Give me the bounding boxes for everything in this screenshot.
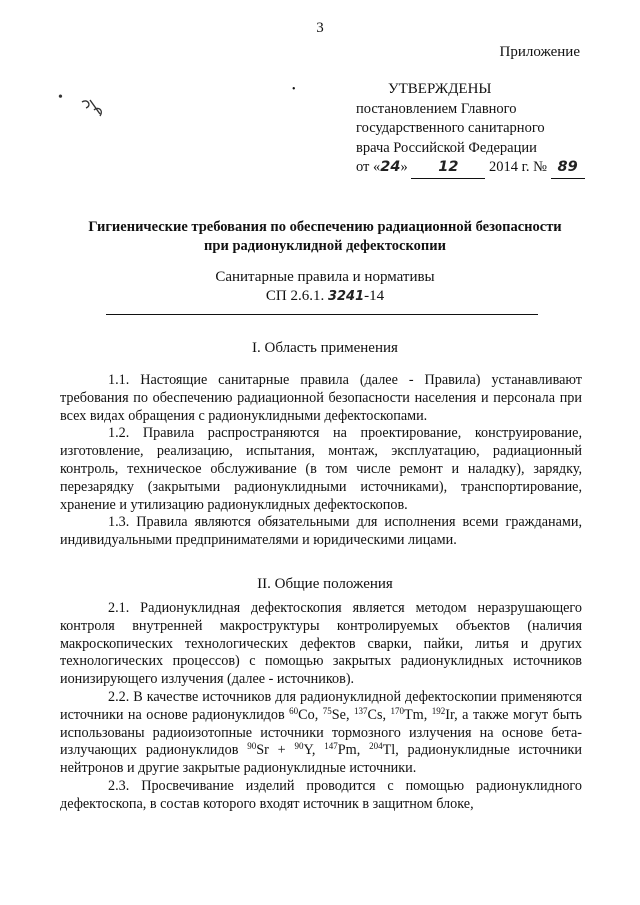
isotope: Ir (445, 706, 455, 723)
document-title (60, 218, 590, 256)
approval-line: постановлением Главного (356, 100, 517, 117)
title-line: Гигиенические требования по обеспечению радиационной безопасности (88, 219, 562, 235)
title-line: при радионуклидной дефектоскопии (204, 238, 446, 254)
paragraph: 1.3. Правила являются обязательными для исполнения всеми гражданами, индивидуальными предпринимателями и юридическими лицами. (60, 514, 582, 549)
date-month: 12 (411, 158, 485, 179)
approval-heading: УТВЕРЖДЕНЫ (388, 81, 492, 97)
subtitle-line: Санитарные правила и нормативы (215, 269, 435, 285)
approval-line: государственного санитарного (356, 120, 545, 136)
date-year: 2014 г. № (488, 159, 547, 175)
paragraph-isotopes (60, 689, 582, 778)
approval-number: 89 (551, 158, 585, 179)
appendix-label: Приложение (499, 44, 580, 60)
section-1-body (60, 372, 582, 550)
date-prefix: от « (356, 159, 381, 175)
mass-number: 170 (390, 705, 404, 716)
sp-code-suffix: -14 (364, 288, 385, 304)
paragraph: 2.1. Радионуклидная дефектоскопия является методом неразрушающего контроля внутренней макроструктуры контролируемых объектов (наличия макроскопических технологических дефектов сварки, пайки, литья и других технологических процессов) с помощью закрытых радионуклидных источников ионизирующего излучения (далее - источников). (60, 600, 582, 688)
mass-number: 90 (294, 741, 304, 752)
section-heading: I. Область применения (252, 340, 398, 356)
mass-number: 75 (322, 705, 332, 716)
isotope: Pm, (337, 742, 370, 759)
section-heading: II. Общие положения (257, 576, 393, 592)
isotope: Y, (303, 742, 325, 759)
isotope: Tl (382, 742, 396, 759)
text-run: , а также могут быть использованы радиоизотопные источники тормозного излучения на основе бета-излучающих радионуклидов (60, 706, 582, 759)
text-run: , радионуклидные источники нейтронов и другие закрытые радионуклидные источники. (60, 742, 582, 777)
page-number: 3 (316, 20, 324, 36)
paragraph: 1.1. Настоящие санитарные правила (далее - Правила) устанавливают требования по обеспечению радиационной безопасности населения и персонала при всех видах обращения с радионуклидными дефектоскопами. (60, 372, 582, 424)
paragraph: 2.3. Просвечивание изделий проводится с помощью радионуклидного дефектоскопа, в состав которого входят источник в защитном блоке, (60, 777, 582, 812)
ink-mark: • (58, 90, 63, 105)
mass-number: 147 (324, 741, 338, 752)
isotope: Sr + (256, 742, 295, 759)
date-day: 24 (380, 159, 401, 175)
section-2-body (60, 600, 582, 814)
handwritten-mark-icon (78, 96, 108, 118)
approval-line: врача Российской Федерации (356, 139, 537, 156)
isotope: Co, (298, 706, 323, 723)
mass-number: 204 (369, 741, 383, 752)
approval-block (356, 80, 596, 179)
text-run: 2.2. В качестве источников для радионуклидной дефектоскопии применяются источники на основе радионуклидов (60, 688, 582, 723)
sp-code (60, 287, 590, 306)
mass-number: 192 (431, 705, 446, 716)
isotope: Cs, (367, 706, 391, 723)
isotope: Se, (331, 706, 354, 723)
date-mid: » (400, 159, 408, 175)
mass-number: 137 (353, 705, 368, 716)
sp-code-number: 3241 (327, 289, 365, 304)
approval-date-line (356, 158, 596, 179)
isotope: Tm, (404, 706, 432, 723)
mass-number: 60 (289, 705, 299, 716)
sp-code-prefix: СП 2.6.1. (265, 288, 325, 304)
mass-number: 90 (247, 741, 257, 752)
paragraph: 1.2. Правила распространяются на проектирование, конструирование, изготовление, реализацию, испытания, монтаж, эксплуатацию, радиационный контроль, техническое обслуживание (в том числе ремонт и наладку), зарядку, перезарядку (закрытыми радионуклидными источниками), транспортирование, хранение и утилизацию радионуклидных дефектоскопов. (60, 425, 582, 513)
divider (106, 314, 538, 315)
ink-dot: • (292, 84, 296, 95)
document-subtitle (60, 268, 590, 306)
